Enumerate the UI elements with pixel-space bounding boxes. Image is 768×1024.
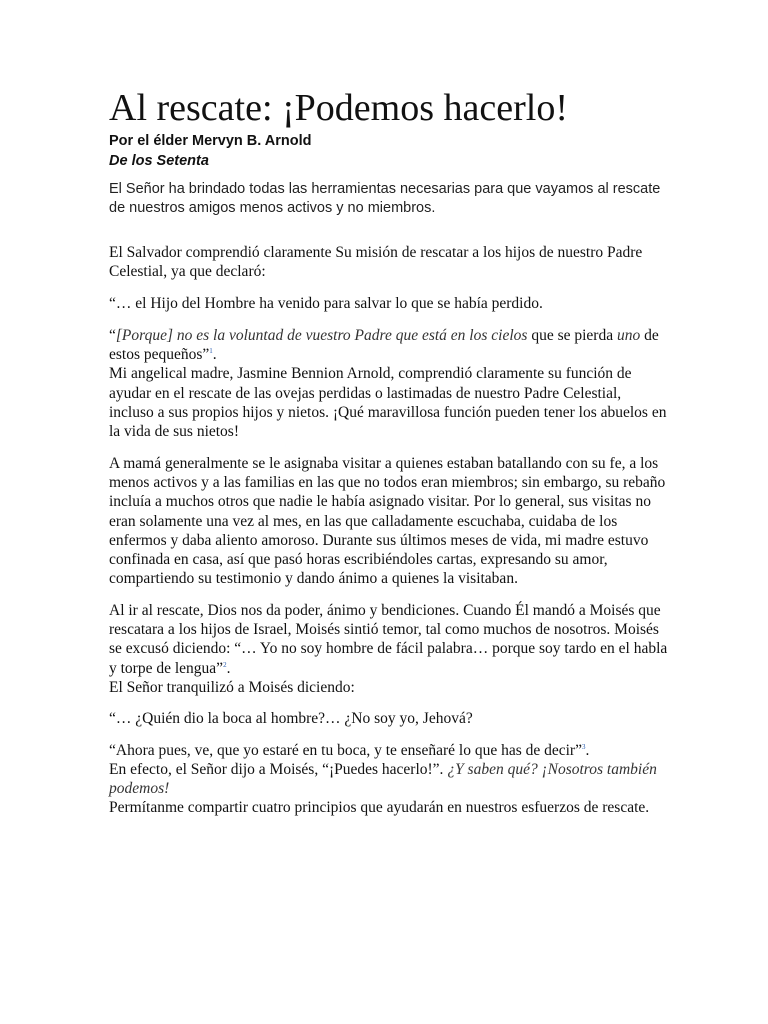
quote-2 (109, 326, 669, 365)
paragraph-moses (109, 601, 669, 678)
quote-2-end: de estos pequeños” (109, 326, 659, 364)
quote-2-italic-a: [Porque] no es la voluntad de vuestro Padre que está en los cielos (115, 326, 528, 344)
quote-2-period: . (212, 346, 217, 364)
quote-4-text: “Ahora pues, ve, que yo estaré en tu boca, y te enseñaré lo que has de decir” (109, 741, 582, 759)
quote-4-period: . (585, 741, 590, 759)
article-body (109, 243, 669, 818)
footnote-link-1[interactable]: 1 (209, 347, 213, 356)
footnote-link-3[interactable]: 3 (581, 742, 586, 751)
paragraph-1: El Salvador comprendió claramente Su misión de rescatar a los hijos de nuestro Padre Celestial, ya que declaró: (109, 244, 643, 281)
page-title: Al rescate: ¡Podemos hacerlo! (109, 87, 568, 129)
paragraph-moses-period: . (226, 659, 231, 677)
quote-4 (109, 741, 669, 760)
quote-2-open: “ (109, 326, 116, 344)
paragraph-can-do-text: En efecto, el Señor dijo a Moisés, “¡Puedes hacerlo!”. (109, 760, 448, 778)
footnote-link-2[interactable]: 2 (223, 660, 227, 669)
quote-3: “… ¿Quién dio la boca al hombre?… ¿No soy yo, Jehová? (109, 710, 473, 728)
article-summary: El Señor ha brindado todas las herramientas necesarias para que vayamos al rescate de nuestros amigos menos activos y no miembros. (109, 181, 661, 216)
quote-1: “… el Hijo del Hombre ha venido para salvar lo que se había perdido. (109, 294, 543, 312)
paragraph-can-do (109, 760, 669, 799)
author-byline: Por el élder Mervyn B. Arnold (109, 133, 312, 149)
author-role: De los Setenta (109, 153, 209, 169)
paragraph-can-do-italic: ¿Y saben qué? ¡Nosotros también podemos! (109, 760, 657, 798)
paragraph-moses-text: Al ir al rescate, Dios nos da poder, ánimo y bendiciones. Cuando Él mandó a Moisés que rescatara a los hijos de Israel, Moisés sintió temor, tal como muchos de nosotros. Moisés se excusó diciendo: “… Yo no soy hombre de fácil palabra… porque soy tardo en el habla y torpe de lengua” (109, 601, 668, 677)
paragraph-visits: A mamá generalmente se le asignaba visitar a quienes estaban batallando con su fe, a los menos activos y a las familias en las que no todos eran miembros; sin embargo, su rebaño incluía a muchos otros que nadie le había asignado visitar. Por lo general, sus visitas no eran solamente una vez al mes, en las que calladamente escuchaba, cuidaba de los enfermos y daba aliento amoroso. Durante sus últimos meses de vida, mi madre estuvo confinada en casa, así que pasó horas escribiéndoles cartas, expresando su amor, compartiendo su testimonio y dando ánimo a quienes la visitaban. (109, 454, 666, 588)
paragraph-principles: Permítanme compartir cuatro principios que ayudarán en nuestros esfuerzos de rescate. (109, 799, 650, 817)
paragraph-mother: Mi angelical madre, Jasmine Bennion Arnold, comprendió claramente su función de ayudar en el rescate de las ovejas perdidas o lastimadas de nuestro Padre Celestial, incluso a sus propios hijos y nietos. ¡Qué maravillosa función pueden tener los abuelos en la vida de sus nietos! (109, 365, 667, 441)
quote-2-italic-b: uno (616, 326, 641, 344)
article (109, 86, 669, 818)
quote-2-mid: que se pierda (527, 326, 617, 344)
paragraph-reassured: El Señor tranquilizó a Moisés diciendo: (109, 678, 355, 696)
